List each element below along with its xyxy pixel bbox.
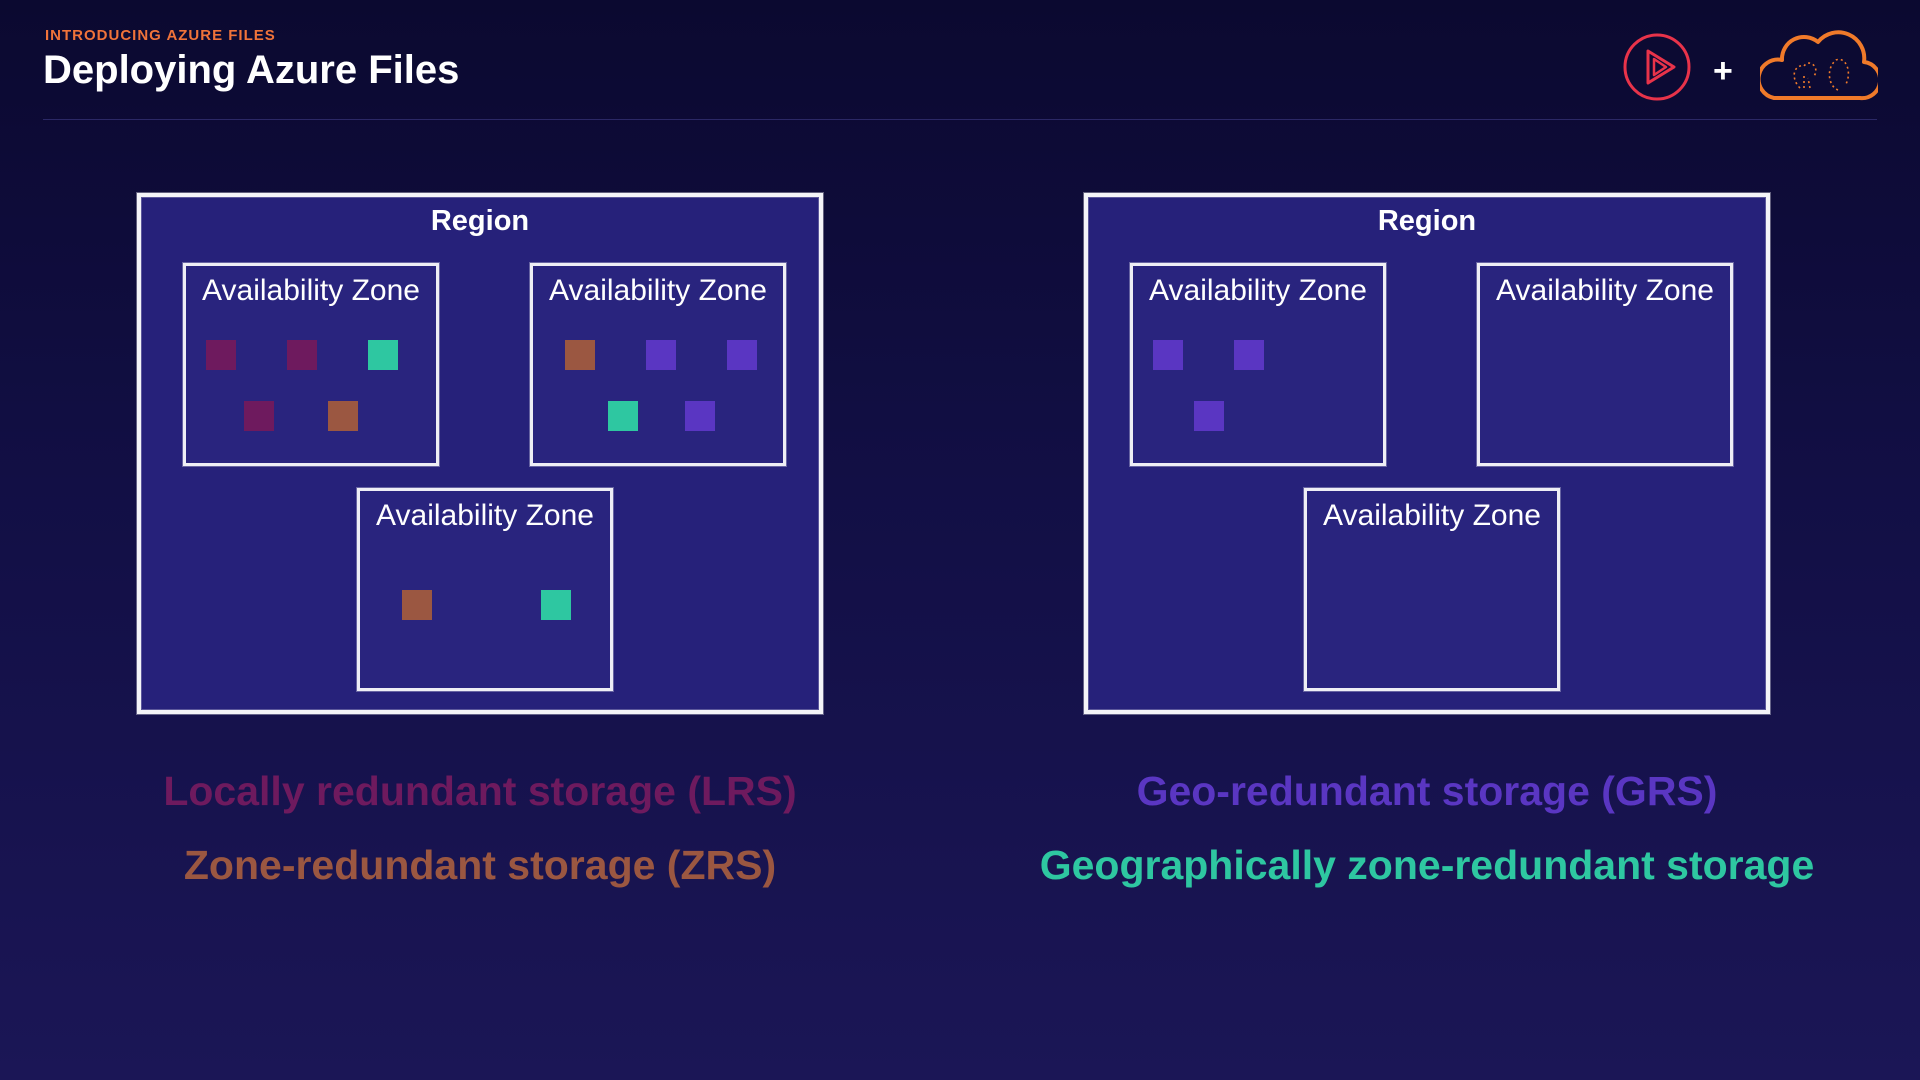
storage-block-lrs xyxy=(244,401,274,431)
storage-block-grs xyxy=(1194,401,1224,431)
storage-block-zrs xyxy=(565,340,595,370)
storage-block-grs xyxy=(646,340,676,370)
storage-block-gzrs xyxy=(608,401,638,431)
storage-block-lrs xyxy=(206,340,236,370)
storage-block-gzrs xyxy=(368,340,398,370)
region-right xyxy=(1084,193,1770,714)
legend-lrs: Locally redundant storage (LRS) xyxy=(163,768,797,814)
cloud-brain-logo-icon xyxy=(1760,28,1878,104)
zone-label: Availability Zone xyxy=(202,274,420,307)
storage-block-zrs xyxy=(402,590,432,620)
legend-zrs: Zone-redundant storage (ZRS) xyxy=(183,842,777,888)
legend-grs: Geo-redundant storage (GRS) xyxy=(1136,768,1718,814)
storage-block-gzrs xyxy=(541,590,571,620)
availability-zone-right-1 xyxy=(1130,263,1386,466)
region-left xyxy=(137,193,823,714)
region-label: Region xyxy=(1377,205,1477,237)
storage-block-grs xyxy=(1153,340,1183,370)
play-logo-icon xyxy=(1622,32,1692,102)
availability-zone-right-3 xyxy=(1304,488,1560,691)
availability-zone-left-1 xyxy=(183,263,439,466)
zone-label: Availability Zone xyxy=(549,274,767,307)
zone-label: Availability Zone xyxy=(376,499,594,532)
storage-block-grs xyxy=(727,340,757,370)
legend-gzrs: Geographically zone-redundant storage xyxy=(1039,842,1815,888)
zone-label: Availability Zone xyxy=(1149,274,1367,307)
storage-block-grs xyxy=(685,401,715,431)
storage-block-lrs xyxy=(287,340,317,370)
zone-label: Availability Zone xyxy=(1323,499,1541,532)
plus-icon: + xyxy=(1713,52,1733,90)
availability-zone-left-3 xyxy=(357,488,613,691)
zone-label: Availability Zone xyxy=(1496,274,1714,307)
storage-block-zrs xyxy=(328,401,358,431)
header-divider xyxy=(43,119,1877,120)
region-label: Region xyxy=(430,205,530,237)
availability-zone-left-2 xyxy=(530,263,786,466)
eyebrow-label: INTRODUCING AZURE FILES xyxy=(45,27,276,44)
page-title: Deploying Azure Files xyxy=(43,48,460,92)
availability-zone-right-2 xyxy=(1477,263,1733,466)
storage-block-grs xyxy=(1234,340,1264,370)
